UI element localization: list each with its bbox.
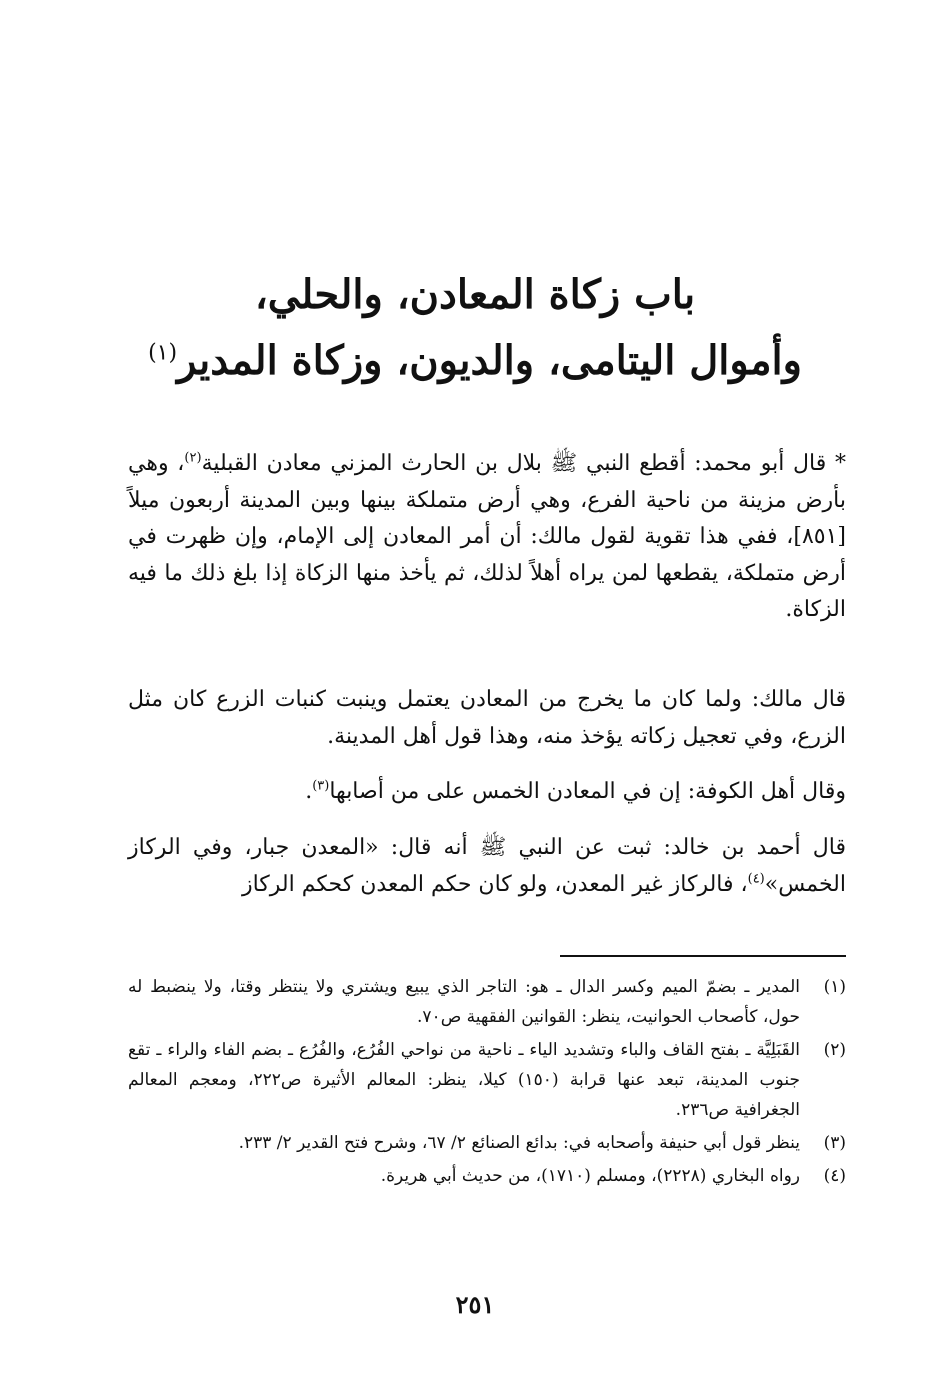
footnote-number: (٤)	[823, 1166, 846, 1186]
footnote-ref-3[interactable]: (٣)	[312, 778, 330, 794]
footnote-2	[128, 1035, 846, 1125]
chapter-title-text-1: باب زكاة المعادن، والحلي،	[254, 271, 696, 318]
chapter-title-text-2: وأموال اليتامى، والديون، وزكاة المدير	[177, 337, 802, 384]
footnote-text: المدير ـ بضمّ الميم وكسر الدال ـ هو: التاجر الذي يبيع ويشتري ولا ينتظر وقتا، ولا ينضبط له حول، كأصحاب الحوانيت، ينظر: القوانين الفقهية ص٧٠.	[128, 977, 800, 1027]
paragraph-text: وقال أهل الكوفة: إن في المعادن الخمس على من أصابها	[329, 779, 846, 804]
paragraph-text: قال مالك: ولما كان ما يخرج من المعادن يعتمل وينبت كنبات الزرع كان مثل الزرع، وفي تعجيل زكاته يؤخذ منه، وهذا قول أهل المدينة.	[128, 687, 846, 749]
footnote-number: (١)	[823, 977, 846, 997]
footnote-number: (٢)	[823, 1040, 846, 1060]
footnote-text: رواه البخاري (٢٢٢٨)، ومسلم (١٧١٠)، من حديث أبي هريرة.	[380, 1166, 800, 1186]
paragraph-text: .	[305, 779, 313, 804]
footnote-text: ينظر قول أبي حنيفة وأصحابه في: بدائع الصنائع ٢/ ٦٧، وشرح فتح القدير ٢/ ٢٣٣.	[238, 1133, 800, 1153]
footnote-ref-1[interactable]: (١)	[148, 340, 178, 366]
paragraph-abu-muhammad	[128, 446, 846, 629]
footnotes	[128, 972, 846, 1194]
page-number: ٢٥١	[455, 1290, 495, 1319]
footnote-3	[128, 1128, 846, 1158]
footnote-text: القَبَلِيَّة ـ بفتح القاف والباء وتشديد الياء ـ ناحية من نواحي الفُرُع، والفُرُع ـ بضم الفاء والراء ـ تقع جنوب المدينة، تبعد عنها قرابة (١٥٠) كيلا، ينظر: المعالم الأثيرة ص٢٢٢، ومعجم المعالم الجغرافية ص٢٣٦.	[128, 1040, 800, 1120]
paragraph-text: * قال أبو محمد: أقطع النبي ﷺ بلال بن الحارث المزني معادن القبلية	[201, 451, 846, 476]
footnote-number: (٣)	[823, 1133, 846, 1153]
footnote-1	[128, 972, 846, 1032]
paragraph-kufa	[128, 774, 846, 811]
chapter-title-line-2	[90, 328, 860, 394]
footnote-4	[128, 1161, 846, 1191]
footnote-separator	[560, 955, 846, 957]
paragraph-text: قال أحمد بن خالد: ثبت عن النبي ﷺ أنه قال: «المعدن جبار، وفي الركاز الخمس»	[128, 835, 846, 897]
paragraph-ahmad-ibn-khalid	[128, 830, 846, 903]
paragraph-text: ، فالركاز غير المعدن، ولو كان حكم المعدن كحكم الركاز	[241, 871, 748, 897]
footnote-ref-2[interactable]: (٢)	[184, 450, 202, 466]
footnote-ref-4[interactable]: (٤)	[747, 871, 765, 887]
paragraph-malik	[128, 682, 846, 755]
chapter-title-line-1	[90, 262, 860, 328]
paragraph-text: ، وهي بأرض مزينة من ناحية الفرع، وهي أرض متملكة بينها وبين المدينة أربعون ميلاً [٨٥١]، ففي هذا تقوية لقول مالك: أن أمر المعادن إلى الإمام، وإن ظهرت في أرض متملكة، يقطعها لمن يراه أهلاً لذلك، ثم يأخذ منها الزكاة إذا بلغ ذلك ما فيه الزكاة.	[128, 451, 846, 622]
